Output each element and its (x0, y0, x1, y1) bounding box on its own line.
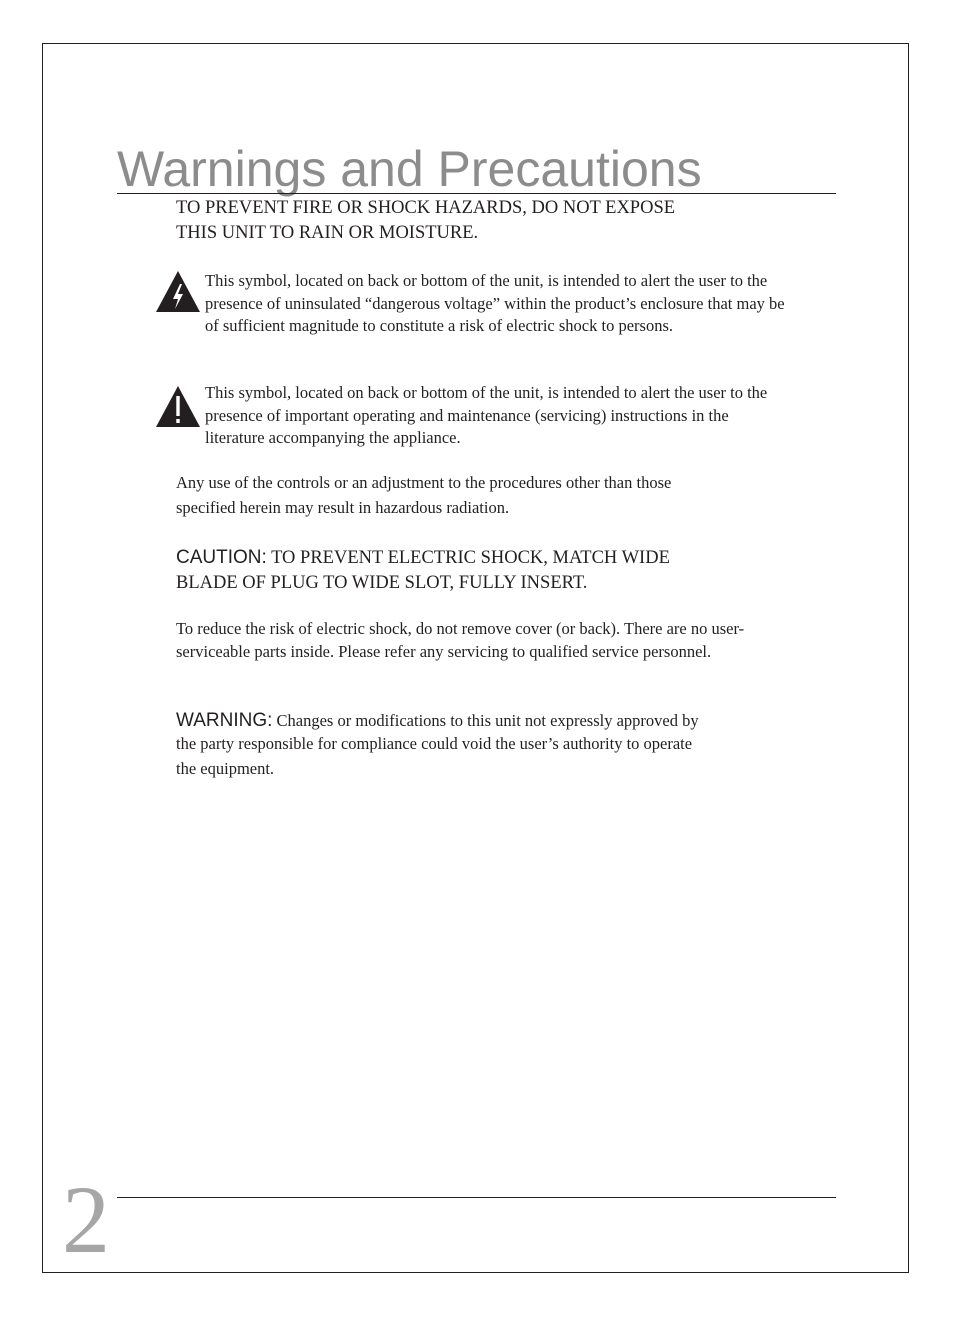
controls-radiation-line-2: specified herein may result in hazardous radiation. (176, 498, 510, 517)
fire-shock-warning (176, 196, 776, 246)
controls-radiation-notice (176, 470, 776, 520)
caution-line-2: BLADE OF PLUG TO WIDE SLOT, FULLY INSERT. (176, 573, 588, 593)
warning-notice (176, 710, 776, 782)
warning-line-2: the party responsible for compliance could void the user’s authority to operate (176, 733, 693, 753)
warning-line-3: the equipment. (176, 759, 275, 778)
cover-removal-notice: To reduce the risk of electric shock, do not remove cover (or back). There are no user-serviceable parts inside. Please refer any servicing to qualified service personnel. (176, 619, 745, 661)
controls-radiation-line-1: Any use of the controls or an adjustment to the procedures other than those (176, 473, 672, 492)
page-title: Warnings and Precautions (117, 141, 702, 197)
caution-notice (176, 545, 776, 596)
attention-symbol-description: This symbol, located on back or bottom of the unit, is intended to alert the user to the presence of important operating and maintenance (servicing) instructions in the literature accompanying the appliance. (205, 383, 768, 447)
lightning-bolt-warning-icon (155, 270, 201, 313)
exclamation-warning-icon (155, 385, 201, 428)
fire-shock-warning-line-1: TO PREVENT FIRE OR SHOCK HAZARDS, DO NOT EXPOSE (176, 198, 676, 218)
voltage-symbol-description: This symbol, located on back or bottom of the unit, is intended to alert the user to the presence of uninsulated “dangerous voltage” within the product’s enclosure that may be of sufficient magnitude to constitute a risk of electric shock to persons. (205, 271, 785, 335)
caution-line-1: TO PREVENT ELECTRIC SHOCK, MATCH WIDE (271, 548, 670, 568)
caution-label: CAUTION: (176, 547, 267, 568)
warning-label: WARNING: (176, 710, 273, 731)
title-underline (117, 193, 836, 194)
footer-rule (117, 1197, 836, 1198)
fire-shock-warning-line-2: THIS UNIT TO RAIN OR MOISTURE. (176, 223, 479, 243)
page-number: 2 (62, 1166, 110, 1273)
warning-line-1: Changes or modifications to this unit not expressly approved by (276, 711, 699, 730)
